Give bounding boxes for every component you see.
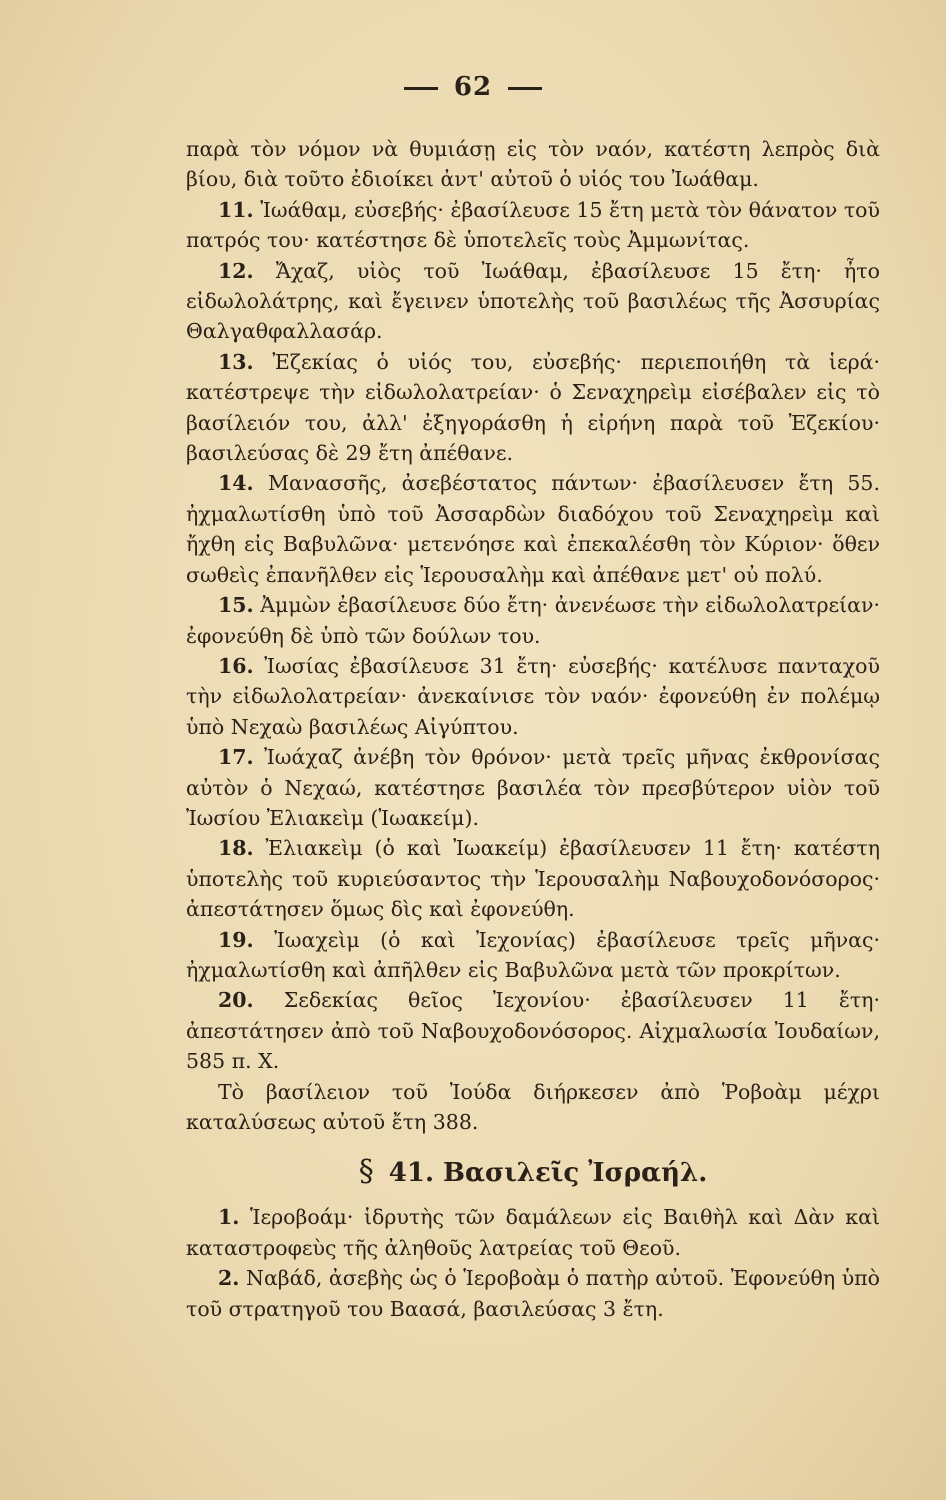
- item-number: 1.: [218, 1205, 240, 1230]
- item-text: Μανασσῆς, ἀσεβέστατος πάντων· ἐβασίλευσεν ἔτη 55. ἠχμαλωτίσθη ὑπὸ τοῦ Ἀσσαρδὼν διαδόχου τοῦ Σεναχηρεὶμ καὶ ἤχθη εἰς Βαβυλῶνα· μετενόησε καὶ ἐπεκαλέσθη τὸν Κύριον· ὅθεν σωθεὶς ἐπανῆλθεν εἰς Ἱερουσαλὴμ καὶ ἀπέθανε μετ' οὐ πολύ.: [186, 471, 880, 587]
- list-item: [186, 1263, 880, 1324]
- item-number: 13.: [218, 349, 254, 374]
- item-number: 12.: [218, 258, 254, 283]
- paragraph-continuation: παρὰ τὸν νόμον νὰ θυμιάσῃ εἰς τὸν ναόν, κατέστη λεπρὸς διὰ βίου, διὰ τοῦτο ἐδιοίκει ἀντ' αὐτοῦ ὁ υἱός του Ἰωάθαμ.: [186, 137, 880, 192]
- section-title: 41. Βασιλεῖς Ἰσραήλ.: [388, 1158, 708, 1189]
- section-symbol: §: [358, 1154, 374, 1190]
- item-text: Ἰωαχεὶμ (ὁ καὶ Ἰεχονίας) ἐβασίλευσε τρεῖς μῆνας· ἠχμαλωτίσθη καὶ ἀπῆλθεν εἰς Βαβυλῶνα μετὰ τῶν προκρίτων.: [186, 927, 880, 982]
- item-number: 19.: [218, 927, 254, 952]
- item-number: 14.: [218, 471, 254, 496]
- item-text: Ἐλιακεὶμ (ὁ καὶ Ἰωακείμ) ἐβασίλευσεν 11 ἔτη· κατέστη ὑποτελὴς τοῦ κυριεύσαντος τὴν Ἱερουσαλὴμ Ναβουχοδονόσορος· ἀπεστάτησεν ὅμως δὶς καὶ ἐφονεύθη.: [186, 836, 880, 922]
- item-text: Ἐζεκίας ὁ υἱός του, εὐσεβής· περιεποιήθη τὰ ἱερά· κατέστρεψε τὴν εἰδωλολατρείαν· ὁ Σεναχηρεὶμ εἰσέβαλεν εἰς τὸ βασίλειόν του, ἀλλ' ἐξηγοράσθη ἡ εἰρήνη παρὰ τοῦ Ἐζεκίου· βασιλεύσας δὲ 29 ἔτη ἀπέθανε.: [186, 349, 880, 466]
- list-item: [186, 347, 880, 469]
- item-number: 16.: [218, 653, 254, 678]
- right-dash-ornament: [508, 87, 542, 90]
- left-dash-ornament: [404, 87, 438, 90]
- list-item: [186, 468, 880, 590]
- item-number: 11.: [218, 197, 254, 222]
- list-item: [186, 256, 880, 347]
- section-heading: [186, 1155, 880, 1190]
- item-text: Ἰωάχαζ ἀνέβη τὸν θρόνον· μετὰ τρεῖς μῆνας ἐκθρονίσας αὐτὸν ὁ Νεχαώ, κατέστησε βασιλέα τὸν πρεσβύτερον υἱὸν τοῦ Ἰωσίου Ἐλιακεὶμ (Ἰωακείμ).: [186, 745, 880, 830]
- item-text: Ἱεροβοάμ· ἱδρυτὴς τῶν δαμάλεων εἰς Βαιθὴλ καὶ Δὰν καὶ καταστροφεὺς τῆς ἀληθοῦς λατρείας τοῦ Θεοῦ.: [186, 1205, 880, 1260]
- item-number: 20.: [218, 988, 254, 1013]
- list-item: [186, 925, 880, 986]
- summary-paragraph: Τὸ βασίλειον τοῦ Ἰούδα διήρκεσεν ἀπὸ Ῥοβοὰμ μέχρι καταλύσεως αὐτοῦ ἔτη 388.: [186, 1079, 880, 1134]
- list-item: [186, 651, 880, 742]
- list-item: [186, 985, 880, 1076]
- item-text: Ἰωάθαμ, εὐσεβής· ἐβασίλευσε 15 ἔτη μετὰ τὸν θάνατον τοῦ πατρός του· κατέστησε δὲ ὑποτελεῖς τοὺς Ἀμμωνίτας.: [186, 197, 880, 253]
- item-text: Ἀμμὼν ἐβασίλευσε δύο ἔτη· ἀνενέωσε τὴν εἰδωλολατρείαν· ἐφονεύθη δὲ ὑπὸ τῶν δούλων του.: [186, 593, 880, 648]
- item-number: 2.: [218, 1266, 240, 1291]
- body-text: [186, 134, 880, 1324]
- item-text: Ναβάδ, ἀσεβὴς ὡς ὁ Ἱεροβοὰμ ὁ πατὴρ αὐτοῦ. Ἐφονεύθη ὑπὸ τοῦ στρατηγοῦ του Βαασά, βασιλεύσας 3 ἔτη.: [186, 1266, 880, 1321]
- list-item: [186, 833, 880, 924]
- list-item: [186, 1202, 880, 1263]
- item-text: Ἄχαζ, υἱὸς τοῦ Ἰωάθαμ, ἐβασίλευσε 15 ἔτη· ἦτο εἰδωλολάτρης, καὶ ἔγεινεν ὑποτελὴς τοῦ βασιλέως τῆς Ἀσσυρίας Θαλγαθφαλλασάρ.: [186, 258, 880, 344]
- page-number-text: 62: [453, 72, 493, 102]
- page-number: [0, 72, 946, 102]
- list-item: [186, 590, 880, 651]
- list-item: [186, 742, 880, 833]
- list-item: [186, 195, 880, 256]
- item-number: 18.: [218, 836, 254, 861]
- item-number: 17.: [218, 745, 254, 770]
- item-text: Ἰωσίας ἐβασίλευσε 31 ἔτη· εὐσεβής· κατέλυσε πανταχοῦ τὴν εἰδωλολατρείαν· ἀνεκαίνισε τὸν ναόν· ἐφονεύθη ἐν πολέμῳ ὑπὸ Νεχαὼ βασιλέως Αἰγύπτου.: [186, 653, 880, 739]
- item-number: 15.: [218, 593, 254, 618]
- item-text: Σεδεκίας θεῖος Ἰεχονίου· ἐβασίλευσεν 11 ἔτη· ἀπεστάτησεν ἀπὸ τοῦ Ναβουχοδονόσορος. Αἰχμαλωσία Ἰουδαίων, 585 π. Χ.: [186, 988, 880, 1074]
